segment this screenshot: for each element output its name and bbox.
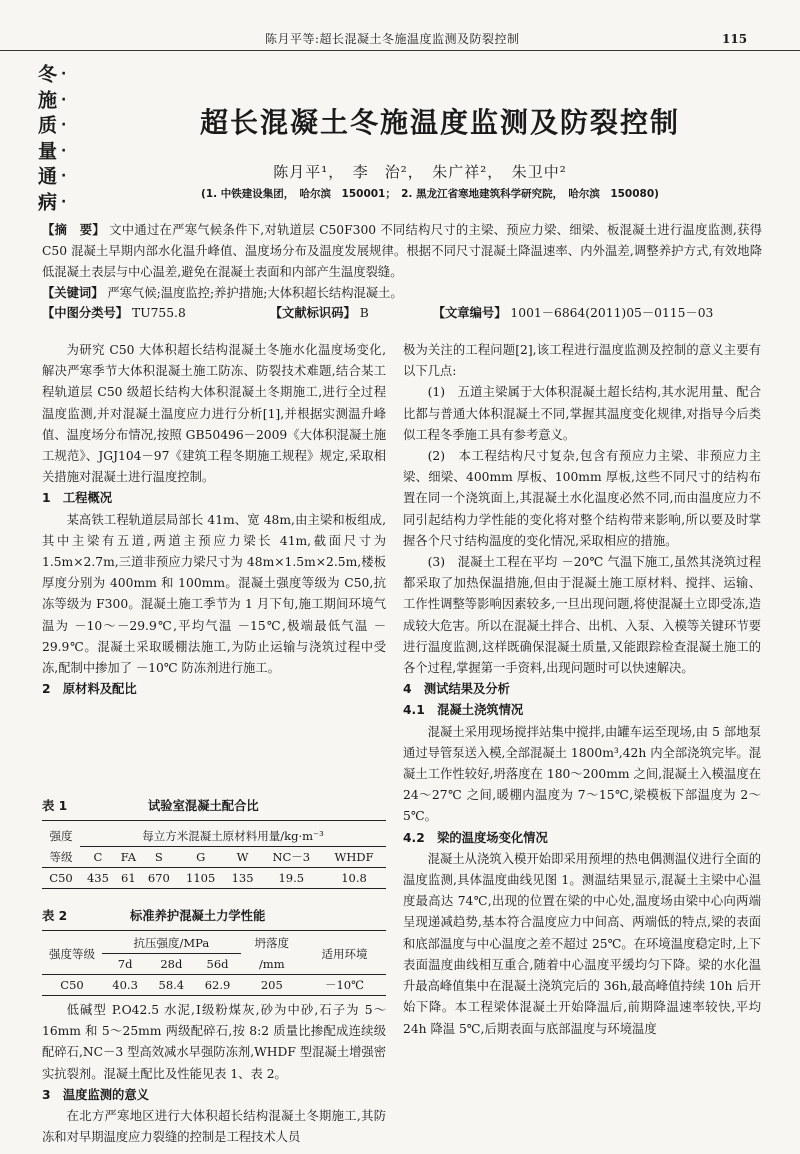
keywords	[42, 283, 762, 304]
authors: 陈月平¹， 李 治²， 朱广祥²， 朱卫中²	[273, 163, 567, 181]
section-4-1-paragraph: 混凝土采用现场搅拌站集中搅拌,由罐车运至现场,由 5 部地泵通过导管泵送入模,全部混凝土 1800m³,42h 内全部浇筑完毕。混凝土工作性较好,坍落度在 180～200mm 之间,混凝土入模温度在 24～27℃ 之间,暖棚内温度为 7～15℃,梁模板下部温度为 2～5℃。	[403, 724, 761, 824]
table-1-cell: 135	[231, 871, 254, 885]
column-tag-char: 施 ·	[38, 88, 67, 111]
column-tag-char: 质 ·	[38, 114, 67, 137]
section-4-2-paragraph: 混凝土从浇筑入模开始即采用预埋的热电偶测温仪进行全面的温度监测,具体温度曲线见图 1。测温结果显示,混凝土主梁中心温度最高达 74℃,出现的位置在梁的中心处,温度场由梁中心向两端呈现递减趋势,基本符合温度应力中间高、两端低的特点,梁的表面和底部温度与中心温度之差不超过 25℃。在环境温度稳定时,上下表面温度曲线相互重合,随着中心温度平缓均匀下降。梁的水化温升最高峰值集中在混凝土浇筑完后的 36h,最高峰值持续 10h 后开始下降。本工程梁体混凝土开始降温后,前期降温速率较快,平均 24h 降温 5℃,后期表面与底部温度与环境温度	[403, 851, 761, 1036]
table-2-header-strength: 抗压强度/MPa	[102, 933, 241, 954]
table-1-col: FA	[120, 850, 137, 864]
table-1-col: S	[154, 850, 163, 864]
article-title: 超长混凝土冬施温度监测及防裂控制	[199, 106, 680, 139]
article-number-value: 1001－6864(2011)05－0115－03	[510, 306, 714, 320]
section-4-1-title: 4.1 混凝土浇筑情况	[403, 703, 524, 718]
right-column	[403, 340, 761, 1040]
running-header	[0, 28, 800, 51]
table-1	[42, 826, 386, 889]
column-tag-char: 冬 ·	[38, 63, 67, 86]
doc-code-label: 【文献标识码】	[269, 306, 356, 320]
table-2-header-grade: 强度等级	[49, 946, 95, 961]
left-column-bottom	[42, 1000, 386, 1148]
column-tag-char: 量 ·	[38, 139, 67, 162]
column-tag-char: 病 ·	[38, 190, 67, 213]
section-4-title: 4 测试结果及分析	[403, 682, 510, 697]
section-1-title: 1 工程概况	[42, 491, 113, 506]
running-title: 陈月平等:超长混凝土冬施温度监测及防裂控制	[265, 32, 520, 46]
article-number-label: 【文章编号】	[432, 306, 507, 320]
table-2-day: 56d	[206, 957, 229, 971]
table-1-col: C	[93, 850, 103, 864]
table-1-label: 表 1	[42, 799, 68, 813]
table-2-cell: C50	[60, 978, 84, 992]
table-2-day: 7d	[117, 957, 133, 971]
section-2-title: 2 原材料及配比	[42, 682, 137, 697]
table-1-header-grade: 等级	[49, 849, 73, 864]
table-1-col: WHDF	[334, 850, 374, 864]
left-column	[42, 340, 386, 700]
table-2-cell: 205	[260, 978, 283, 992]
affiliation: (1. 中铁建设集团， 哈尔滨 150001； 2. 黑龙江省寒地建筑科学研究院， 哈尔滨 150080)	[201, 188, 659, 200]
point-3: (3) 混凝土工程在平均 －20℃ 气温下施工,虽然其浇筑过程都采取了加热保温措施,但由于混凝土施工原材料、搅拌、运输、工作性调整等影响因素较多,一旦出现问题,将使混凝土立即受冻,造成较大危害。所以在混凝土拌合、出机、入泵、入模等关键环节要进行温度监测,这样既确保混凝土质量,又能跟踪检查混凝土施工的各个过程,掌握第一手资料,出现问题时可以快速解决。	[403, 555, 761, 676]
table-1-top-rule	[42, 820, 386, 821]
abstract-text: 文中通过在严寒气候条件下,对轨道层 C50F300 不同结构尺寸的主梁、预应力梁、细梁、板混凝土进行温度监测,获得 C50 混凝土早期内部水化温升峰值、温度场分布及温度发展规律。根据不同尺寸混凝土降温速率、内外温差,调整养护方式,有效地降低混凝土表层与中心温差,避免在混凝土表面和内部产生温度裂缝。	[42, 223, 762, 279]
materials-paragraph: 低碱型 P.O42.5 水泥,Ⅰ级粉煤灰,砂为中砂,石子为 5～16mm 和 5～25mm 两级配碎石,按 8:2 质量比掺配成连续级配碎石,NC－3 型高效减水早强防冻剂,WHDF 型混凝土增强密实抗裂剂。混凝土配比及性能见表 1、表 2。	[42, 1003, 386, 1081]
classification-line	[42, 303, 762, 321]
table-2-header-env: 适用环境	[321, 946, 368, 961]
intro-paragraph: 为研究 C50 大体积超长结构混凝土冬施水化温度场变化,解决严寒季节大体积混凝土施工防冻、防裂技术难题,结合某工程轨道层 C50 级超长结构大体积混凝土冬期施工,进行全过程温度监测,并对混凝土温度应力进行分析[1],并根据实测温升峰值、温度场分布情况,按照 GB50496－2009《大体积混凝土施工规范》、JGJ104－97《建筑工程冬期施工规程》规定,采取相关措施对混凝土进行温度控制。	[42, 343, 386, 485]
section-1-paragraph: 某高铁工程轨道层局部长 41m、宽 48m,由主梁和板组成,其中主梁有五道,两道主预应力梁长 41m,截面尺寸为 1.5m×2.7m,三道非预应力梁尺寸为 48m×1.5m×2.5m,楼板厚度分别为 400mm 和 100mm。混凝土强度等级为 C50,抗冻等级为 F300。混凝土施工季节为 1 月下旬,施工期间环境气温为 －10～－29.9℃,平均气温 －15℃,极端最低气温 －29.9℃。混凝土采取暖棚法施工,为防止运输与浇筑过程中受冻,配制中掺加了 －10℃ 防冻剂进行施工。	[42, 512, 386, 676]
keywords-text: 严寒气候;温度监控;养护措施;大体积超长结构混凝土。	[107, 286, 403, 300]
table-2-title: 标准养护混凝土力学性能	[130, 909, 266, 923]
table-1-cell: 10.8	[341, 871, 367, 885]
column-tag	[38, 62, 82, 215]
table-1-header-grade: 强度	[49, 829, 73, 844]
doc-code-value: B	[359, 306, 369, 320]
table-1-cell: 61	[121, 871, 136, 885]
point-1: (1) 五道主梁属于大体积混凝土超长结构,其水泥用量、配合比都与普通大体积混凝土不同,掌握其温度变化规律,对指导今后类似工程冬季施工具有参考意义。	[403, 385, 761, 442]
abstract-label: 【摘 要】	[42, 223, 105, 237]
table-2-day: 28d	[160, 957, 183, 971]
table-1-cell: 1105	[186, 871, 216, 885]
table-1-col: NC－3	[272, 850, 311, 864]
table-1-cell: 435	[86, 871, 109, 885]
page-number: 115	[722, 32, 748, 46]
table-2-cell: －10℃	[324, 978, 364, 992]
table-2-header-slump: 坍落度	[254, 936, 290, 951]
table-1-cell: 670	[147, 871, 170, 885]
table-1-cell: 19.5	[278, 871, 305, 885]
table-2-cell: 40.3	[112, 978, 138, 992]
table-2	[42, 933, 386, 996]
table-1-cell: C50	[49, 871, 73, 885]
section-3-paragraph: 在北方严寒地区进行大体积超长结构混凝土冬期施工,其防冻和对早期温度应力裂缝的控制是工程技术人员	[42, 1109, 386, 1145]
table-2-cell: 58.4	[158, 978, 185, 992]
table-1-col: G	[196, 850, 206, 864]
table-2-header-slump-unit: /mm	[258, 956, 285, 971]
table-2-cell: 62.9	[204, 978, 231, 992]
section-3-continued: 极为关注的工程问题[2],该工程进行温度监测及控制的意义主要有以下几点:	[403, 343, 761, 379]
clc-value: TU755.8	[132, 306, 186, 320]
table-2-top-rule	[42, 930, 386, 931]
section-4-2-title: 4.2 梁的温度场变化情况	[403, 830, 548, 845]
table-2-label: 表 2	[42, 909, 68, 923]
table-1-col: W	[236, 850, 249, 864]
keywords-label: 【关键词】	[42, 286, 104, 300]
table-1-header-group: 每立方米混凝土原材料用量/kg·m⁻³	[80, 826, 386, 847]
column-tag-char: 通 ·	[38, 165, 67, 188]
clc-label: 【中图分类号】	[42, 306, 129, 320]
point-2: (2) 本工程结构尺寸复杂,包含有预应力主梁、非预应力主梁、细梁、400mm 厚板、100mm 厚板,这些不同尺寸的结构布置在同一个浇筑面上,其混凝土水化温度必然不同,而由温度应力不同引起结构力学性能的变化将对整个结构带来影响,所以要及时掌握各个尺寸结构温度的变化情况,采取相应的措施。	[403, 449, 761, 548]
table-1-title: 试验室混凝土配合比	[148, 799, 259, 813]
section-3-title: 3 温度监测的意义	[42, 1087, 149, 1102]
abstract	[42, 220, 762, 283]
